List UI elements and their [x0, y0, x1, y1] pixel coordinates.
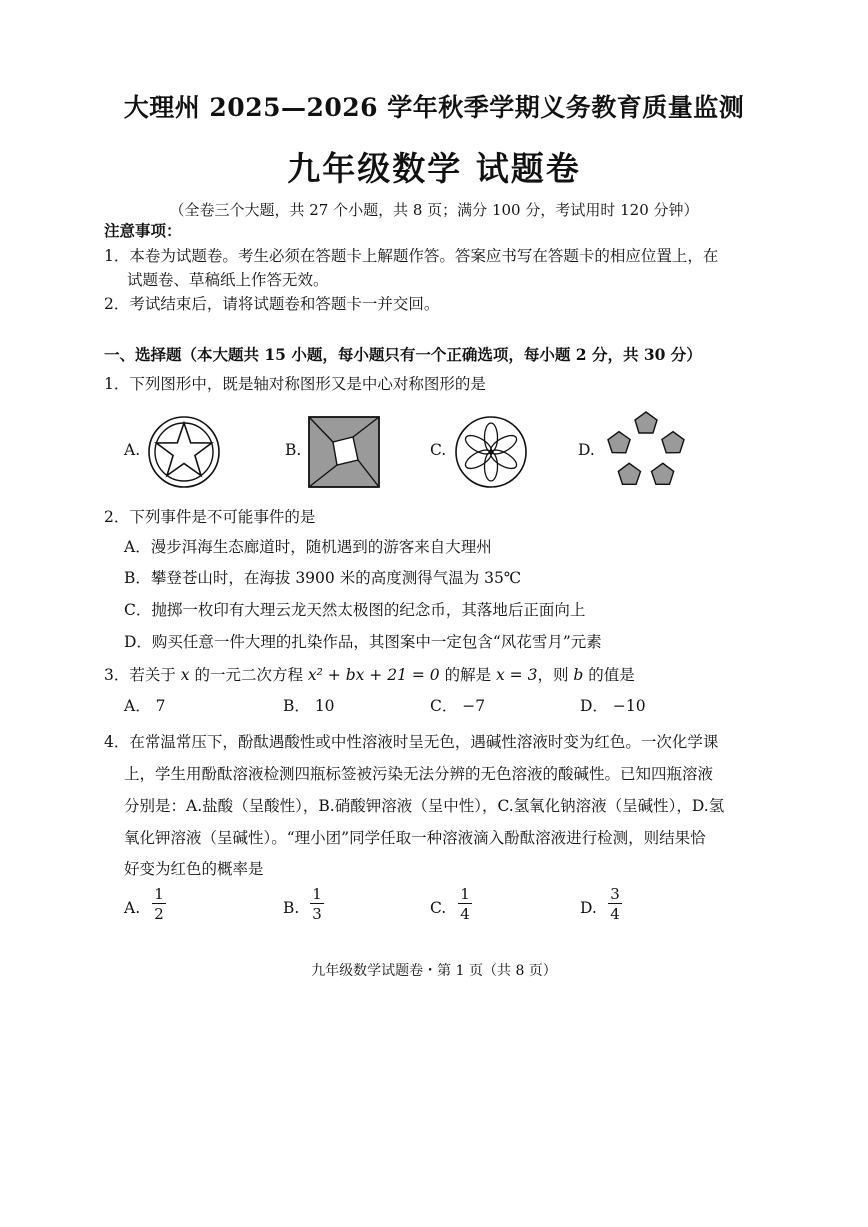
q3-var-b: b	[573, 666, 584, 684]
section-1-heading: 一、选择题（本大题共 15 小题，每小题只有一个正确选项，每小题 2 分，共 30 分）	[104, 345, 702, 364]
q1-label-a: A.	[124, 441, 141, 459]
q4-fraction-b	[310, 886, 324, 922]
pinwheel-square-icon	[307, 415, 381, 489]
q3-stem-mid3: ，则	[537, 666, 574, 684]
q3-option-d: D． −10	[580, 697, 646, 715]
note-2: 2．考试结束后，请将试题卷和答题卡一并交回。	[104, 295, 440, 313]
q4-fraction-d-numerator: 3	[608, 886, 622, 904]
q4-fraction-b-denominator: 3	[312, 905, 322, 923]
note-1-line-2: 试题卷、草稿纸上作答无效。	[127, 271, 329, 289]
q3-stem-pre: 3．若关于	[104, 666, 181, 684]
q4-line-2: 上，学生用酚酞溶液检测四瓶标签被污染无法分辨的无色溶液的酸碱性。已知四瓶溶液	[124, 765, 714, 783]
q3-option-c: C． −7	[430, 697, 486, 715]
q4-fraction-b-numerator: 1	[310, 886, 324, 904]
q4-fraction-a	[152, 886, 166, 922]
q3-stem-mid2: 的解是	[439, 666, 496, 684]
q2-option-d: D．购买任意一件大理的扎染作品，其图案中一定包含“风花雪月”元素	[124, 633, 602, 651]
q3-stem	[104, 665, 635, 685]
q4-line-1: 4．在常温常压下，酚酞遇酸性或中性溶液时呈无色，遇碱性溶液时变为红色。一次化学课	[104, 733, 719, 751]
q3-stem-mid1: 的一元二次方程	[189, 666, 308, 684]
exam-subtitle: 九年级数学 试题卷	[287, 149, 581, 188]
q4-fraction-c-denominator: 4	[460, 905, 470, 923]
exam-info: （全卷三个大题，共 27 个小题，共 8 页；满分 100 分，考试用时 120 分钟）	[169, 201, 699, 219]
five-pentagons-icon	[602, 410, 690, 494]
q4-label-c: C.	[430, 899, 447, 917]
star-in-circle-icon	[146, 414, 222, 490]
q4-label-b: B.	[283, 899, 300, 917]
q3-option-a: A． 7	[124, 697, 166, 715]
q1-label-b: B.	[285, 441, 302, 459]
six-petal-flower-icon	[453, 414, 529, 490]
q4-line-4: 氧化钾溶液（呈碱性）。“理小团”同学任取一种溶液滴入酚酞溶液进行检测，则结果恰	[124, 829, 706, 847]
q2-option-a: A．漫步洱海生态廊道时，随机遇到的游客来自大理州	[124, 538, 492, 556]
notes-heading: 注意事项：	[104, 221, 182, 240]
q4-fraction-a-numerator: 1	[152, 886, 166, 904]
q3-var-x: x	[180, 666, 190, 684]
q3-solution: x = 3	[496, 666, 538, 684]
q1-label-d: D.	[578, 441, 595, 459]
q3-option-b: B． 10	[283, 697, 335, 715]
q2-option-c: C．抛掷一枚印有大理云龙天然太极图的纪念币，其落地后正面向上	[124, 601, 586, 619]
q4-label-a: A.	[124, 899, 141, 917]
q1-label-c: C.	[430, 441, 447, 459]
q4-fraction-c-numerator: 1	[458, 886, 472, 904]
q4-fraction-a-denominator: 2	[154, 905, 164, 923]
note-1-line-1: 1．本卷为试题卷。考生必须在答题卡上解题作答。答案应书写在答题卡的相应位置上，在	[104, 247, 719, 265]
exam-title: 大理州 2025—2026 学年秋季学期义务教育质量监测	[123, 93, 745, 122]
q4-fraction-d	[608, 886, 622, 922]
q2-option-b: B．攀登苍山时，在海拔 3900 米的高度测得气温为 35℃	[124, 569, 522, 587]
q3-equation: x² + bx + 21 = 0	[307, 666, 440, 684]
q4-label-d: D.	[580, 899, 597, 917]
page-footer: 九年级数学试题卷・第 1 页（共 8 页）	[311, 963, 557, 979]
q4-line-5: 好变为红色的概率是	[124, 860, 264, 878]
q4-line-3: 分别是：A.盐酸（呈酸性），B.硝酸钾溶液（呈中性），C.氢氧化钠溶液（呈碱性），D.氢	[124, 797, 725, 815]
q4-fraction-c	[458, 886, 472, 922]
q2-stem: 2．下列事件是不可能事件的是	[104, 508, 316, 526]
q1-stem: 1．下列图形中，既是轴对称图形又是中心对称图形的是	[104, 375, 486, 393]
q3-stem-end: 的值是	[583, 666, 635, 684]
q4-fraction-d-denominator: 4	[610, 905, 620, 923]
